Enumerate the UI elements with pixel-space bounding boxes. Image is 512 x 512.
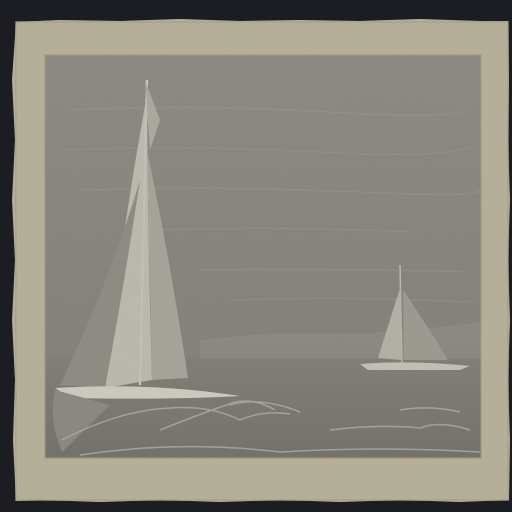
photo-image <box>45 55 481 458</box>
